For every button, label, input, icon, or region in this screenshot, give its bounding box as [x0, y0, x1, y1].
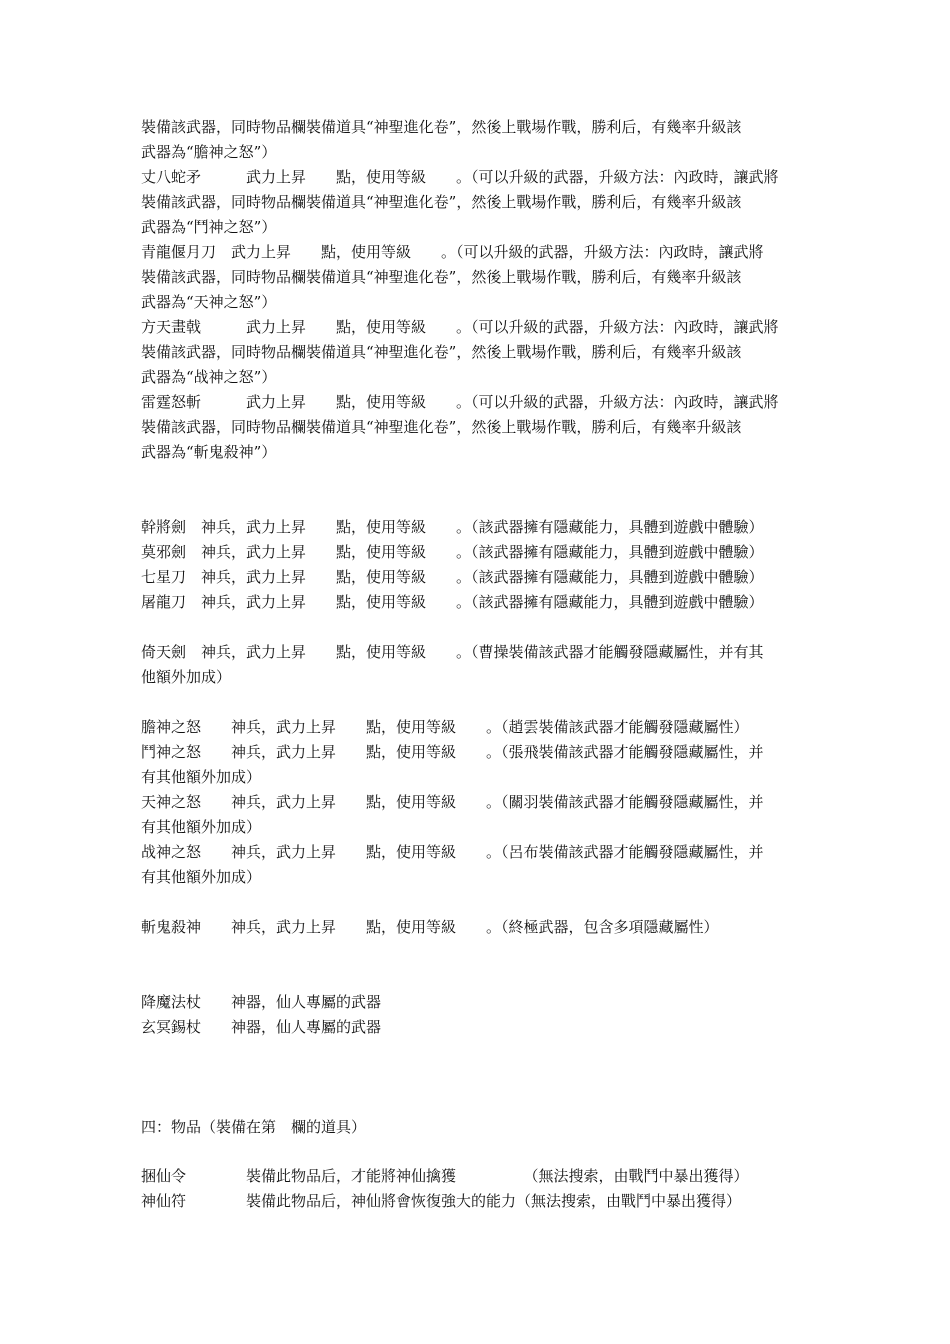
text-line: 玄冥錫杖 神器，仙人專屬的武器: [141, 1018, 382, 1036]
text-line: 膽神之怒 神兵，武力上昇 點，使用等級 。（趙雲裝備該武器才能觸發隱藏屬性）: [141, 718, 749, 736]
text-line: 武器為“战神之怒”）: [141, 368, 277, 386]
text-line: 青龍偃月刀 武力上昇 點，使用等級 。（可以升級的武器，升級方法：內政時，讓武將: [141, 243, 764, 261]
text-line: 七星刀 神兵，武力上昇 點，使用等級 。（該武器擁有隱藏能力，具體到遊戲中體驗）: [141, 568, 764, 586]
text-line: 雷霆怒斬 武力上昇 點，使用等級 。（可以升級的武器，升級方法：內政時，讓武將: [141, 393, 779, 411]
text-line: 战神之怒 神兵，武力上昇 點，使用等級 。（呂布裝備該武器才能觸發隱藏屬性，并: [141, 843, 764, 861]
text-line: 武器為“斬鬼殺神”）: [141, 443, 277, 461]
text-line: 他額外加成）: [141, 668, 232, 686]
text-line: 武器為“膽神之怒”）: [141, 143, 277, 161]
text-line: 裝備該武器，同時物品欄裝備道具“神聖進化卷”，然後上戰場作戰，勝利后，有幾率升級該: [141, 268, 742, 286]
text-line: 幹將劍 神兵，武力上昇 點，使用等級 。（該武器擁有隱藏能力，具體到遊戲中體驗）: [141, 518, 764, 536]
text-line: 有其他額外加成）: [141, 818, 262, 836]
text-line: 莫邪劍 神兵，武力上昇 點，使用等級 。（該武器擁有隱藏能力，具體到遊戲中體驗）: [141, 543, 764, 561]
text-line: 裝備該武器，同時物品欄裝備道具“神聖進化卷”，然後上戰場作戰，勝利后，有幾率升級該: [141, 343, 742, 361]
text-line: 屠龍刀 神兵，武力上昇 點，使用等級 。（該武器擁有隱藏能力，具體到遊戲中體驗）: [141, 593, 764, 611]
text-line: 武器為“天神之怒”）: [141, 293, 277, 311]
text-line: 捆仙令 裝備此物品后，才能將神仙擒獲 （無法搜索，由戰鬥中暴出獲得）: [141, 1167, 749, 1185]
text-line: 天神之怒 神兵，武力上昇 點，使用等級 。（關羽裝備該武器才能觸發隱藏屬性，并: [141, 793, 764, 811]
text-line: 丈八蛇矛 武力上昇 點，使用等級 。（可以升級的武器，升級方法：內政時，讓武將: [141, 168, 779, 186]
text-line: 裝備該武器，同時物品欄裝備道具“神聖進化卷”，然後上戰場作戰，勝利后，有幾率升級該: [141, 418, 742, 436]
text-line: 有其他額外加成）: [141, 868, 262, 886]
text-line: 裝備該武器，同時物品欄裝備道具“神聖進化卷”，然後上戰場作戰，勝利后，有幾率升級該: [141, 118, 742, 136]
text-line: 裝備該武器，同時物品欄裝備道具“神聖進化卷”，然後上戰場作戰，勝利后，有幾率升級該: [141, 193, 742, 211]
text-line: 鬥神之怒 神兵，武力上昇 點，使用等級 。（張飛裝備該武器才能觸發隱藏屬性，并: [141, 743, 764, 761]
section-heading: 四：物品（裝備在第 欄的道具）: [141, 1118, 367, 1136]
text-line: 武器為“鬥神之怒”）: [141, 218, 277, 236]
text-line: 神仙符 裝備此物品后，神仙將會恢復強大的能力（無法搜索，由戰鬥中暴出獲得）: [141, 1192, 742, 1210]
text-line: 有其他額外加成）: [141, 768, 262, 786]
text-line: 倚天劍 神兵，武力上昇 點，使用等級 。（曹操裝備該武器才能觸發隱藏屬性，并有其: [141, 643, 764, 661]
text-line: 斬鬼殺神 神兵，武力上昇 點，使用等級 。（終極武器，包含多項隱藏屬性）: [141, 918, 719, 936]
text-line: 方天畫戟 武力上昇 點，使用等級 。（可以升級的武器，升級方法：內政時，讓武將: [141, 318, 779, 336]
text-line: 降魔法杖 神器，仙人專屬的武器: [141, 993, 382, 1011]
